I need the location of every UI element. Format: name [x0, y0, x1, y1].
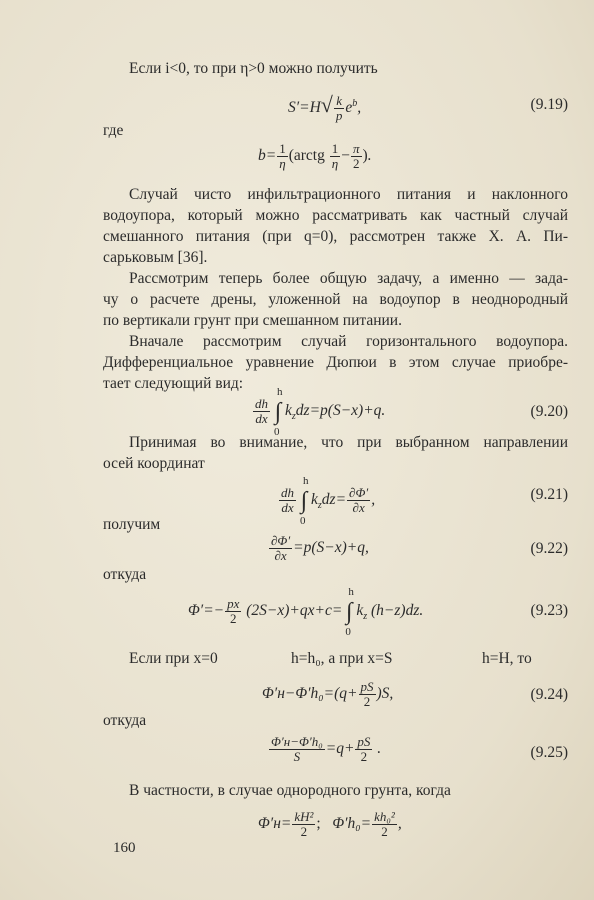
- text-line: тает следующий вид:: [103, 375, 244, 392]
- subscript: z: [291, 411, 296, 423]
- denominator: dx: [281, 500, 294, 515]
- text-line: где: [103, 122, 124, 139]
- numerator: px: [227, 596, 240, 611]
- text-line: В частности, в случае однородного грунта, когда: [129, 782, 451, 799]
- upper-limit: h: [303, 474, 309, 487]
- equation-9-22: [268, 534, 369, 563]
- eq-part: (h−z)dz.: [371, 602, 424, 620]
- eq-part: dz=: [321, 491, 347, 509]
- fraction: [330, 142, 341, 171]
- text-line: откуда: [103, 566, 147, 583]
- eq-part: )S,: [376, 685, 394, 703]
- numerator: k: [334, 94, 345, 109]
- denominator: η: [331, 156, 339, 171]
- denominator: S: [293, 749, 301, 764]
- operator: −: [341, 147, 350, 165]
- text-line: Рассмотрим теперь более общую задачу, а именно — зада-: [129, 270, 568, 287]
- text-line: Случай чисто инфильтрационного питания и наклонного: [129, 186, 568, 203]
- numerator: Φ′н−Φ′h₀: [271, 734, 323, 749]
- eq-part: =q+: [325, 740, 355, 758]
- eq-part: Φ′=−: [188, 602, 225, 620]
- fraction: [269, 735, 325, 764]
- eq-part: =p(S−x)+q,: [293, 539, 369, 557]
- denominator: 2: [363, 694, 371, 709]
- eq-part: dz=p(S−x)+q.: [295, 402, 386, 420]
- separator: ;: [316, 815, 321, 833]
- numerator: 1: [279, 141, 286, 156]
- equation-b: [258, 142, 372, 171]
- integral-sign: ∫ h 0: [300, 474, 309, 527]
- radical-sign: √: [320, 92, 333, 117]
- upper-limit: h: [348, 585, 354, 598]
- text-line: Принимая во внимание, что при выбранном направлении: [129, 434, 568, 451]
- equation-last: [258, 810, 402, 839]
- equation-9-19: [288, 92, 361, 123]
- eq-part: ,: [371, 491, 376, 509]
- eq-part: Φ′h₀=: [332, 815, 372, 833]
- equation-number: (9.22): [530, 540, 568, 557]
- fraction: [279, 486, 296, 515]
- fraction: [351, 142, 362, 171]
- page-number: 160: [113, 840, 136, 856]
- fraction: [269, 534, 292, 563]
- eq-part: ,: [357, 99, 362, 116]
- function-name: arctg: [293, 147, 325, 165]
- fraction: [372, 810, 397, 839]
- text-line: Если при x=0: [129, 650, 218, 667]
- eq-part: Φ′н−Φ′h₀=(q+: [262, 685, 358, 703]
- fraction: [292, 810, 315, 839]
- text-line: Если i<0, то при η>0 можно получить: [129, 60, 378, 77]
- text-line: по вертикали грунт при смешанном питании.: [103, 312, 402, 329]
- text-line: получим: [103, 516, 161, 533]
- upper-limit: h: [277, 385, 283, 398]
- eq-part: k: [311, 491, 318, 509]
- denominator: 2: [360, 749, 368, 764]
- text-line: откуда: [103, 712, 147, 729]
- denominator: η: [279, 156, 286, 171]
- denominator: ∂x: [352, 500, 365, 515]
- eq-part: k: [285, 402, 292, 420]
- subscript: z: [363, 611, 368, 623]
- eq-part: Φ′н=: [258, 815, 292, 833]
- equation-9-21: [278, 474, 376, 527]
- numerator: dh: [281, 485, 294, 500]
- numerator: kh₀²: [374, 809, 395, 824]
- numerator: 1: [331, 141, 339, 156]
- lower-limit: 0: [345, 625, 351, 638]
- numerator: ∂Φ′: [271, 533, 291, 548]
- equation-number: (9.23): [530, 602, 568, 619]
- numerator: pS: [360, 679, 374, 694]
- eq-part: k: [356, 602, 364, 620]
- eq-part: ,: [397, 815, 402, 833]
- equation-9-23: [188, 585, 424, 638]
- numerator: π: [353, 141, 360, 156]
- text-line: смешанного питания (при q=0), рассмотрен также Х. А. Пи-: [103, 228, 568, 245]
- denominator: 2: [353, 156, 360, 171]
- equation-number: (9.24): [530, 686, 568, 703]
- text-line: Дифференциальное уравнение Дюпюи в этом случае приобре-: [103, 354, 568, 371]
- numerator: pS: [357, 734, 371, 749]
- denominator: dx: [255, 411, 268, 426]
- equation-number: (9.21): [530, 486, 568, 503]
- eq-part: e: [345, 99, 353, 116]
- text-line: сарьковым [36].: [103, 249, 208, 266]
- text-line: Вначале рассмотрим случай горизонтального водоупора.: [129, 333, 568, 350]
- denominator: 2: [381, 824, 388, 839]
- exponent: b: [352, 97, 358, 109]
- paren: (: [288, 147, 294, 165]
- lower-limit: 0: [300, 514, 306, 527]
- eq-part: S′=H: [288, 99, 321, 116]
- fraction: [277, 142, 288, 171]
- numerator: dh: [255, 396, 268, 411]
- text-line: водоупора, который можно рассматривать как частный случай: [103, 207, 568, 224]
- fraction: [355, 735, 372, 764]
- text-line: h=H, то: [482, 650, 532, 667]
- denominator: 2: [230, 611, 237, 626]
- fraction: [359, 680, 376, 709]
- eq-part: (2S−x)+qx+c=: [246, 602, 343, 620]
- equation-9-20: [252, 385, 386, 438]
- text-line: h=h₀, а при x=S: [291, 650, 393, 667]
- text-line: чу о расчете дрены, уложенной на водоупор в неоднородный: [103, 291, 568, 308]
- numerator: kH²: [294, 809, 314, 824]
- eq-part: .: [377, 740, 382, 758]
- fraction: [334, 94, 345, 123]
- fraction: [253, 397, 270, 426]
- fraction: [347, 486, 370, 515]
- eq-part: .: [367, 147, 372, 165]
- denominator: 2: [300, 824, 308, 839]
- integral-sign: ∫ h 0: [345, 585, 354, 638]
- equation-number: (9.19): [530, 96, 568, 113]
- paren: ): [362, 147, 368, 165]
- denominator: ∂x: [274, 548, 287, 563]
- equation-9-25: [268, 735, 381, 764]
- numerator: ∂Φ′: [349, 485, 369, 500]
- fraction: [225, 597, 241, 626]
- equation-9-24: [262, 680, 393, 709]
- equation-number: (9.25): [530, 744, 568, 761]
- equation-number: (9.20): [530, 403, 568, 420]
- denominator: p: [335, 107, 343, 123]
- integral-sign: ∫ h 0: [274, 385, 283, 438]
- lower-limit: 0: [274, 425, 280, 438]
- eq-part: b=: [258, 147, 277, 165]
- text-line: осей координат: [103, 455, 205, 472]
- subscript: z: [317, 500, 322, 512]
